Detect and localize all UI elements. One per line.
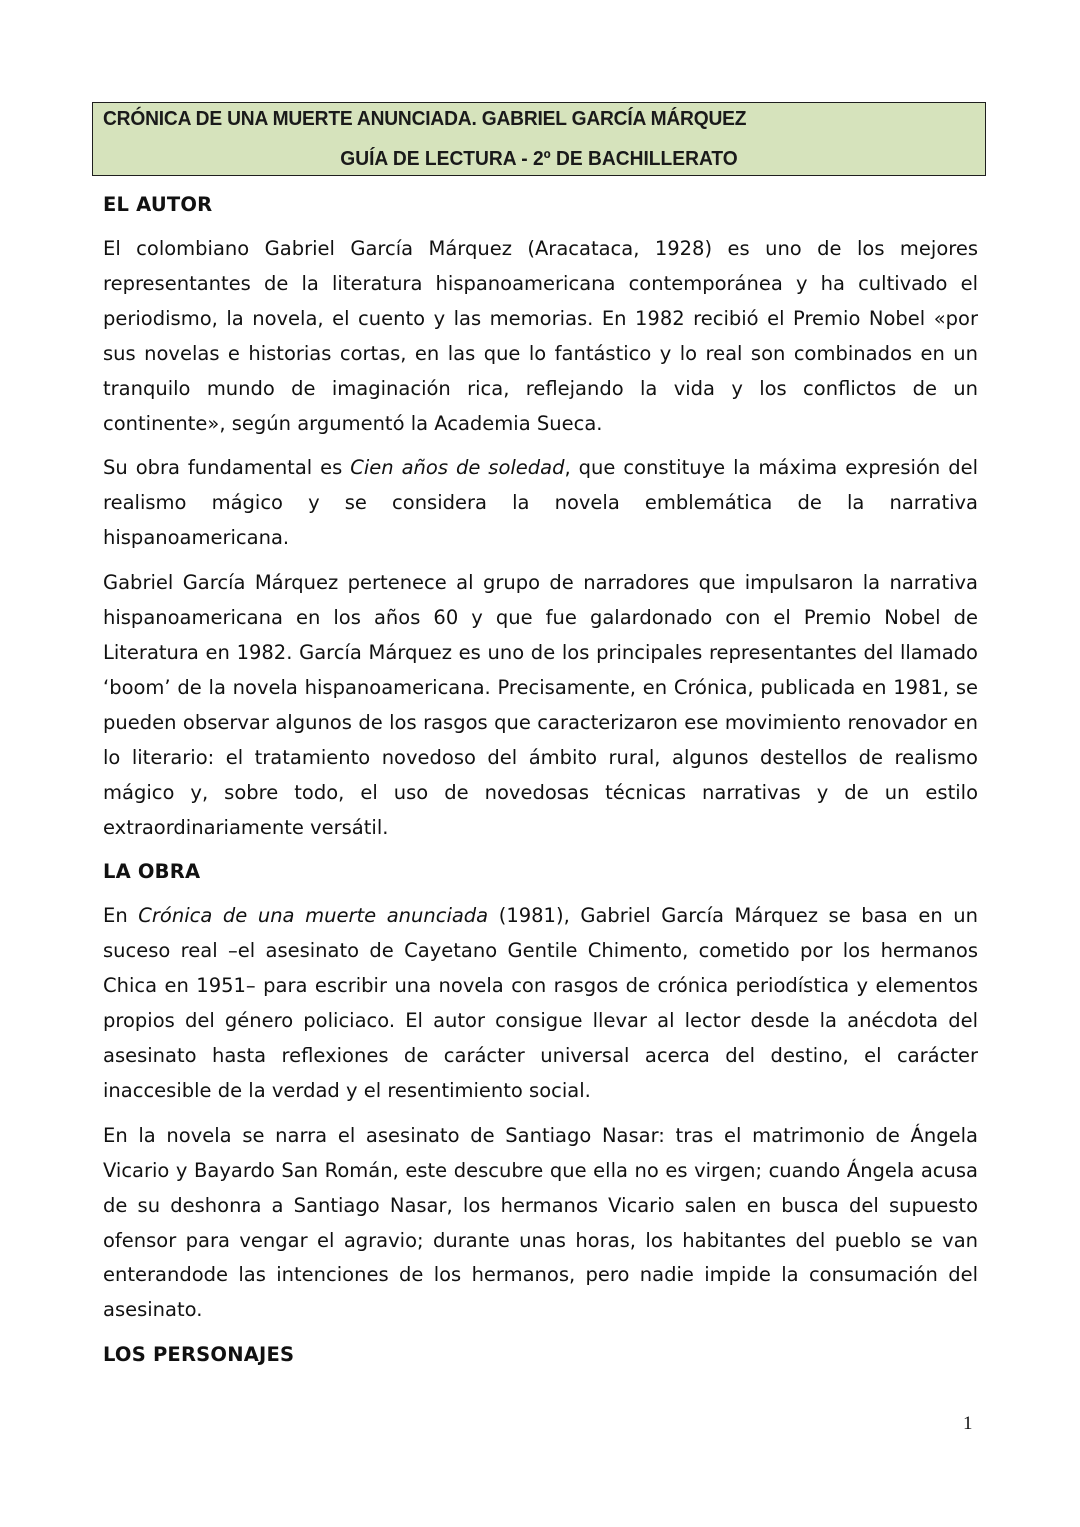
paragraph: Gabriel García Márquez pertenece al grupo de narradores que impulsaron la narrativa hispanoamericana en los años 60 y que fue galardonado con el Premio Nobel de Literatura en 1982. García Márquez es uno de los principales representantes del llamado ‘boom’ de la novela hispanoamericana. Precisamente, en Crónica, publicada en 1981, se pueden observar algunos de los rasgos que caracterizaron ese movimiento renovador en lo literario: el tratamiento novedoso del ámbito rural, algunos destellos de realismo mágico y, sobre todo, el uso de novedosas técnicas narrativas y de un estilo extraordinariamente versátil.	[103, 571, 978, 839]
paragraph-text: En	[103, 904, 139, 928]
paragraph	[103, 899, 978, 1108]
document-body	[103, 188, 978, 1372]
section-heading-el-autor: EL AUTOR	[103, 193, 213, 216]
page-number: 1	[963, 1413, 973, 1434]
paragraph-text: Su obra fundamental es	[103, 456, 351, 480]
document-subtitle: GUÍA DE LECTURA - 2º DE BACHILLERATO	[340, 148, 738, 170]
paragraph	[103, 451, 978, 556]
paragraph: En la novela se narra el asesinato de Santiago Nasar: tras el matrimonio de Ángela Vicario y Bayardo San Román, este descubre que ella no es virgen; cuando Ángela acusa de su deshonra a Santiago Nasar, los hermanos Vicario salen en busca del supuesto ofensor para vengar el agravio; durante unas horas, los habitantes del pueblo se van enterandode las intenciones de los hermanos, pero nadie impide la consumación del asesinato.	[103, 1123, 978, 1322]
book-title: Crónica de una muerte anunciada	[138, 904, 489, 928]
section-heading-la-obra: LA OBRA	[103, 860, 201, 884]
book-title: Cien años de soledad	[350, 456, 565, 480]
document-title: CRÓNICA DE UNA MUERTE ANUNCIADA. GABRIEL GARCÍA MÁRQUEZ	[103, 108, 747, 130]
paragraph: El colombiano Gabriel García Márquez (Aracataca, 1928) es uno de los mejores representantes de la literatura hispanoamericana contemporánea y ha cultivado el periodismo, la novela, el cuento y las memorias. En 1982 recibió el Premio Nobel «por sus novelas e historias cortas, en las que lo fantástico y lo real son combinados en un tranquilo mundo de imaginación rica, reflejando la vida y los conflictos de un continente», según argumentó la Academia Sueca.	[103, 237, 978, 435]
paragraph-text: (1981), Gabriel García Márquez se basa en un suceso real –el asesinato de Cayetano Gentile Chimento, cometido por los hermanos Chica en 1951– para escribir una novela con rasgos de crónica periodística y elementos propios del género policiaco. El autor consigue llevar al lector desde la anécdota del asesinato hasta reflexiones de carácter universal acerca del destino, el carácter inaccesible de la verdad y el resentimiento social.	[103, 904, 978, 1102]
paragraph-text: , que constituye la máxima expresión del realismo mágico y se considera la novela emblemática de la narrativa hispanoamericana.	[103, 456, 978, 550]
title-box	[92, 102, 986, 176]
section-heading-los-personajes: LOS PERSONAJES	[103, 1343, 295, 1367]
